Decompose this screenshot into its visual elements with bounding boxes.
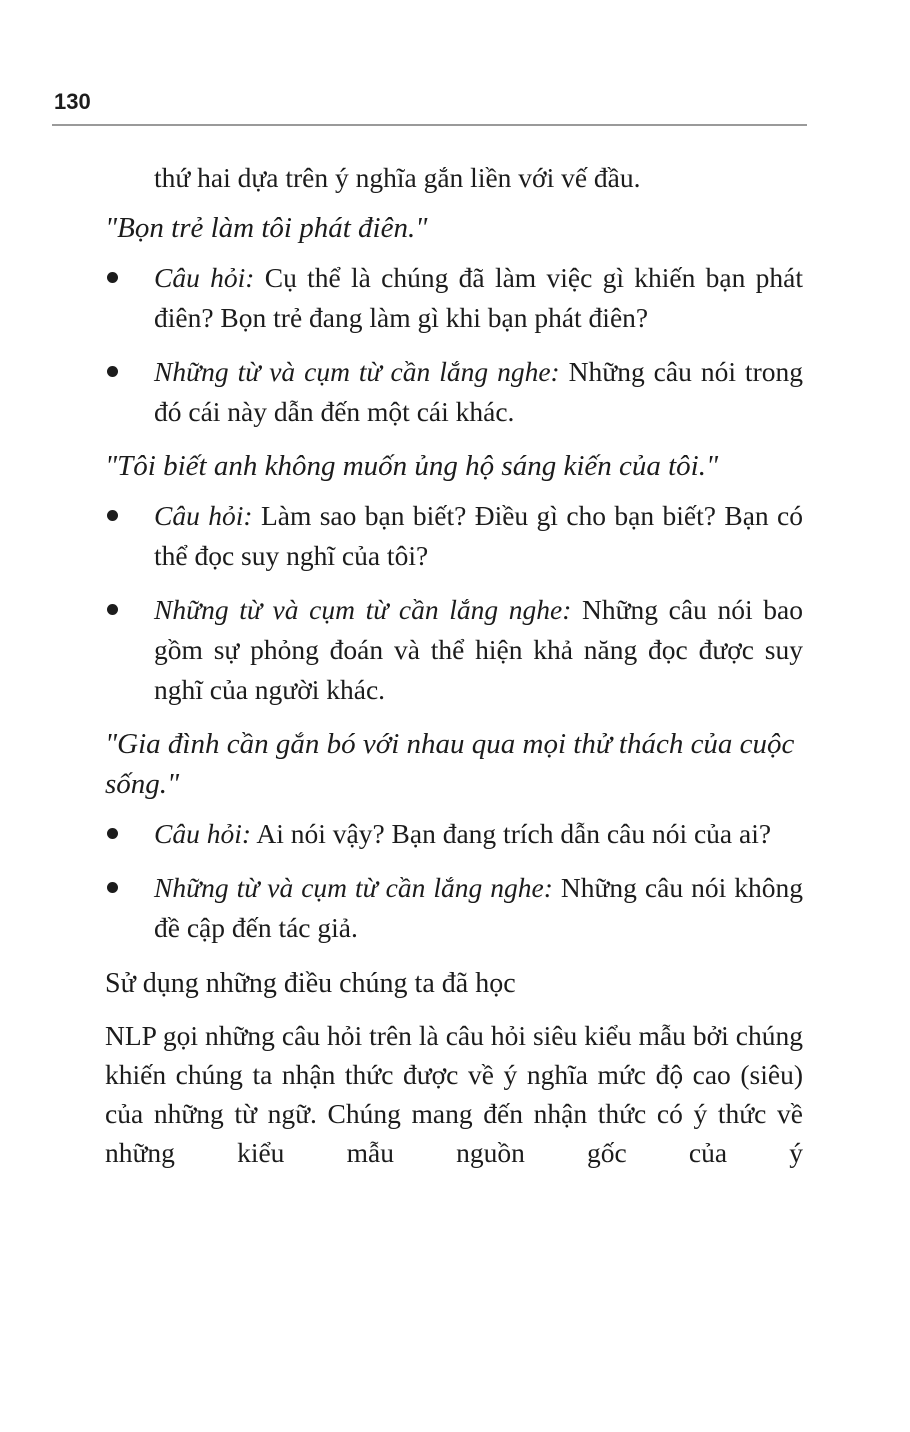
bullet-dot-icon <box>107 882 118 893</box>
question-text: Làm sao bạn biết? Điều gì cho bạn biết? Bạn có thể đọc suy nghĩ của tôi? <box>154 500 804 571</box>
bullet-dot-icon <box>107 828 118 839</box>
question-label: Câu hỏi: <box>154 818 252 849</box>
question-bullet <box>105 258 803 338</box>
bullet-dot-icon <box>107 510 118 521</box>
listen-label: Những từ và cụm từ cần lắng nghe: <box>154 872 553 903</box>
listen-label: Những từ và cụm từ cần lắng nghe: <box>154 594 572 625</box>
page-number: 130 <box>54 89 91 114</box>
bullet-dot-icon <box>107 604 118 615</box>
section-heading: Sử dụng những điều chúng ta đã học <box>105 968 516 999</box>
example-bullets-1 <box>105 258 803 432</box>
listen-bullet <box>105 590 803 710</box>
example-quote-2: "Tôi biết anh không muốn ủng hộ sáng kiến của tôi." <box>105 450 719 482</box>
page-body <box>105 158 803 1172</box>
listen-text: Những câu nói không đề cập đến tác giả. <box>154 872 803 943</box>
continued-text-line: thứ hai dựa trên ý nghĩa gắn liền với vế đầu. <box>154 162 641 193</box>
example-bullets-3 <box>105 814 803 948</box>
question-bullet <box>105 496 803 576</box>
question-label: Câu hỏi: <box>154 500 253 531</box>
question-text: Ai nói vậy? Bạn đang trích dẫn câu nói của ai? <box>251 818 772 849</box>
example-quote-3: "Gia đình cần gắn bó với nhau qua mọi thử thách của cuộc sống." <box>105 728 795 800</box>
listen-label: Những từ và cụm từ cần lắng nghe: <box>154 356 560 387</box>
listen-text: Những câu nói bao gồm sự phỏng đoán và thể hiện khả năng đọc được suy nghĩ của người khác. <box>154 594 803 705</box>
listen-bullet <box>105 352 803 432</box>
bullet-dot-icon <box>107 366 118 377</box>
bullet-dot-icon <box>107 272 118 283</box>
example-quote-1: "Bọn trẻ làm tôi phát điên." <box>105 212 428 244</box>
body-paragraph: NLP gọi những câu hỏi trên là câu hỏi siêu kiểu mẫu bởi chúng khiến chúng ta nhận thức được về ý nghĩa mức độ cao (siêu) của những từ ngữ. Chúng mang đến nhận thức có ý thức về những kiểu mẫu nguồn gốc của ý <box>105 1020 803 1168</box>
question-bullet <box>105 814 803 854</box>
header-divider <box>52 124 807 126</box>
question-text: Cụ thể là chúng đã làm việc gì khiến bạn phát điên? Bọn trẻ đang làm gì khi bạn phát điên? <box>154 262 804 333</box>
listen-text: Những câu nói trong đó cái này dẫn đến một cái khác. <box>154 356 803 427</box>
listen-bullet <box>105 868 803 948</box>
question-label: Câu hỏi: <box>154 262 255 293</box>
example-bullets-2 <box>105 496 803 710</box>
